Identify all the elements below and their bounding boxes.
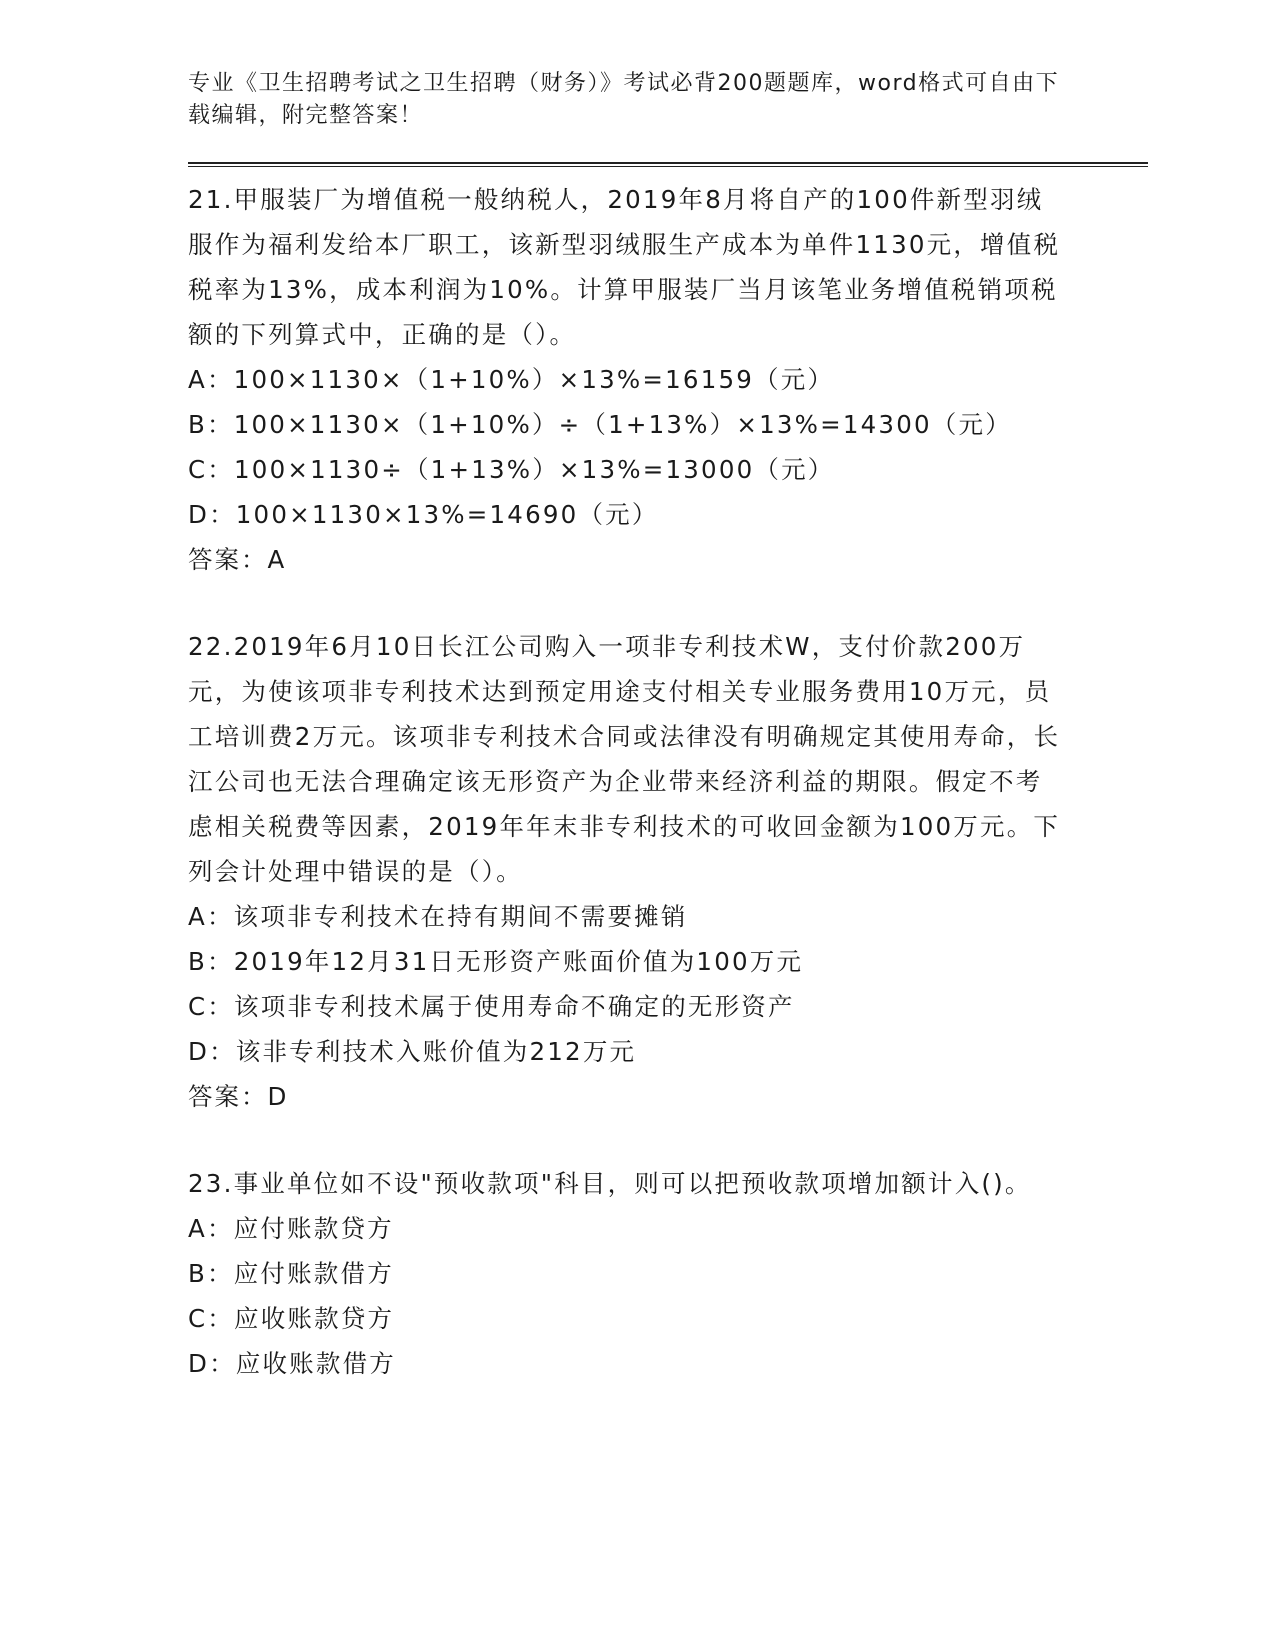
option-d: D：应收账款借方 bbox=[188, 1349, 396, 1378]
question-text: 22.2019年6月10日长江公司购入一项非专利技术W，支付价款200万元，为使该项非专利技术达到预定用途支付相关专业服务费用10万元，员工培训费2万元。该项非专利技术合同或法律没有明确规定其使用寿命，长江公司也无法合理确定该无形资产为企业带来经济利益的期限。假定不考虑相关税费等因素，2019年年末非专利技术的可收回金额为100万元。下列会计处理中错误的是（）。 bbox=[188, 632, 1061, 886]
option-b: B：100×1130×（1+10%）÷（1+13%）×13%=14300（元） bbox=[188, 410, 1012, 439]
question-text: 21.甲服装厂为增值税一般纳税人，2019年8月将自产的100件新型羽绒服作为福利发给本厂职工，该新型羽绒服生产成本为单件1130元，增值税税率为13%，成本利润为10%。计算甲服装厂当月该笔业务增值税销项税额的下列算式中，正确的是（）。 bbox=[188, 185, 1061, 349]
question-list bbox=[188, 177, 1148, 1386]
option-b: B：2019年12月31日无形资产账面价值为100万元 bbox=[188, 947, 804, 976]
option-d: D：该非专利技术入账价值为212万元 bbox=[188, 1037, 637, 1066]
option-c: C：应收账款贷方 bbox=[188, 1304, 395, 1333]
document-page bbox=[188, 68, 1148, 1428]
question-22 bbox=[188, 624, 1148, 1119]
option-c: C：该项非专利技术属于使用寿命不确定的无形资产 bbox=[188, 992, 795, 1021]
option-b: B：应付账款借方 bbox=[188, 1259, 394, 1288]
option-a: A：100×1130×（1+10%）×13%=16159（元） bbox=[188, 365, 835, 394]
document-header: 专业《卫生招聘考试之卫生招聘（财务）》考试必背200题题库，word格式可自由下载编辑，附完整答案！ bbox=[188, 71, 1060, 128]
option-c: C：100×1130÷（1+13%）×13%=13000（元） bbox=[188, 455, 835, 484]
question-23 bbox=[188, 1161, 1148, 1386]
option-a: A：该项非专利技术在持有期间不需要摊销 bbox=[188, 902, 688, 931]
header-divider bbox=[188, 162, 1148, 167]
option-d: D：100×1130×13%=14690（元） bbox=[188, 500, 659, 529]
question-21 bbox=[188, 177, 1148, 582]
option-a: A：应付账款贷方 bbox=[188, 1214, 394, 1243]
answer-label: 答案：A bbox=[188, 545, 287, 574]
answer-label: 答案：D bbox=[188, 1082, 289, 1111]
question-text: 23.事业单位如不设"预收款项"科目，则可以把预收款项增加额计入()。 bbox=[188, 1169, 1032, 1198]
